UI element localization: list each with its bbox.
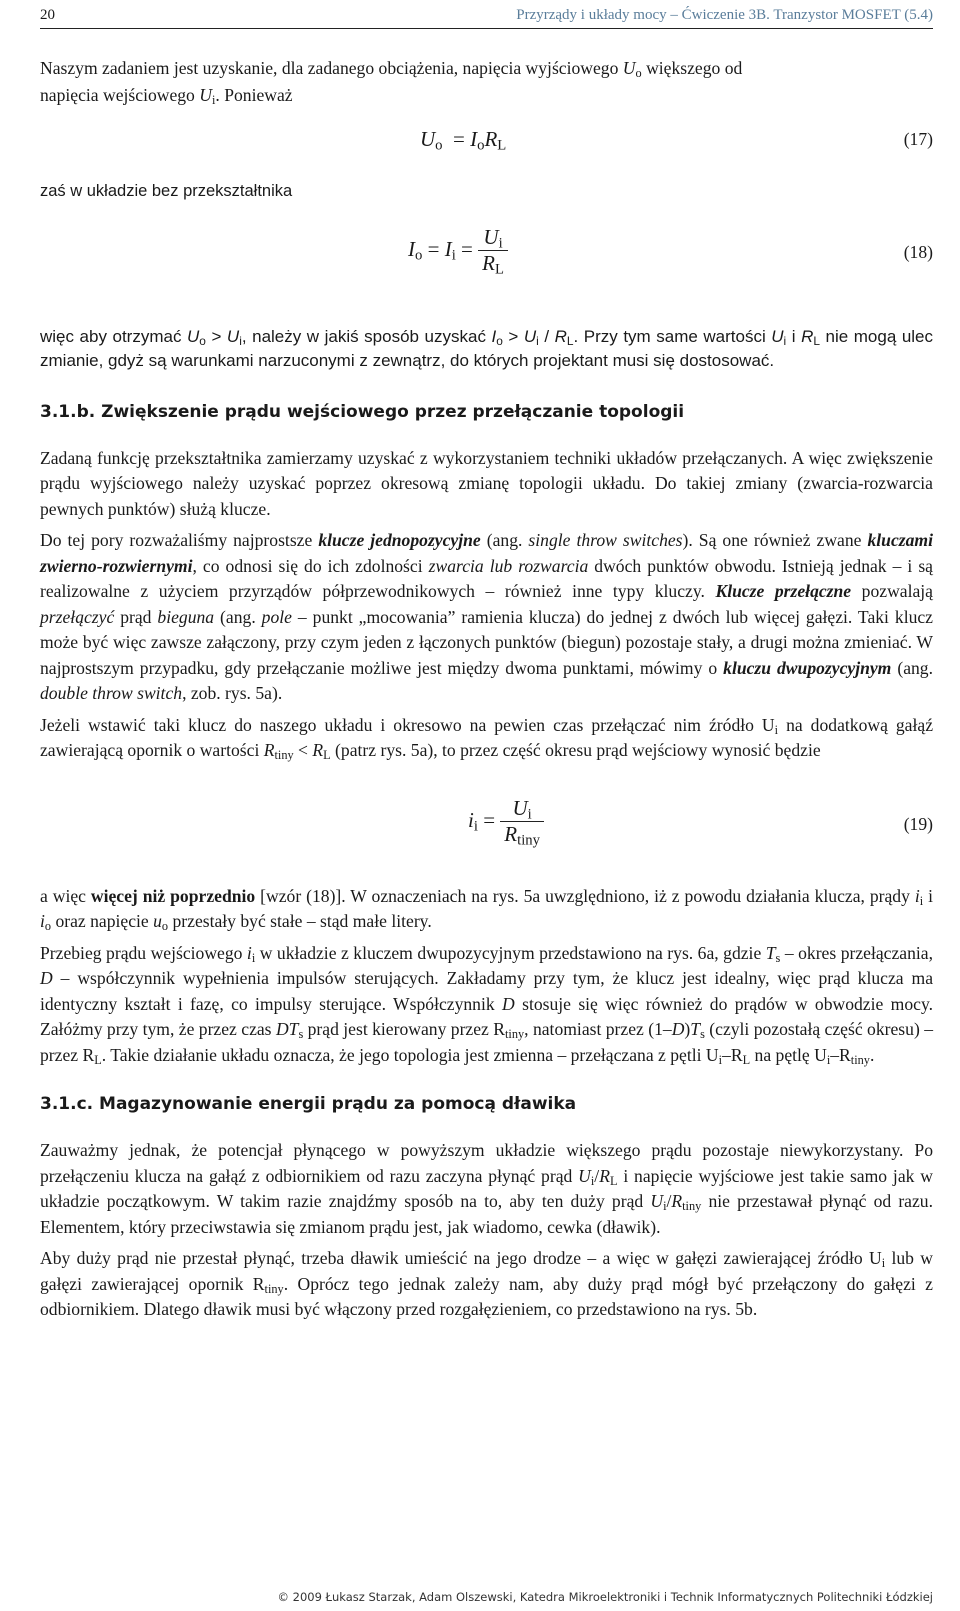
- intro-paragraph: Naszym zadaniem jest uzyskanie, dla zadanego obciążenia, napięcia wyjściowego $U_o$ większego od napięcia wejściowego $U_i$. Ponieważ: [40, 58, 743, 108]
- equation-19: $i_i$ = $\frac{U_i}{R_{tiny}}$ (19): [468, 795, 933, 849]
- page-header: [40, 4, 933, 29]
- paragraph-6: Zauważmy jednak, że potencjał płynącego w powyższym układzie większego prądu pozostaje niewykorzystany. Po przełączeniu klucza na gałąź z odbiornikiem od razu zaczyna płynąć prąd $U_i/R_L$ i napięcie wyjściowe jest takie samo jak w układzie początkowym. W takim razie znajdźmy sposób na to, aby ten duży prąd $U_i/R_{tiny}$ nie przestawał płynąć od razu. Elementem, który przeciwstawia się zmianom prądu jest, jak wiadomo, cewka (dławik).: [40, 1140, 933, 1237]
- page-content: [40, 55, 933, 1323]
- equation-17: $U_o = I_oR_L$ (17): [420, 127, 933, 154]
- equation-number: (18): [903, 241, 933, 262]
- running-title: Przyrządy i układy mocy – Ćwiczenie 3B. Tranzystor MOSFET (5.4): [516, 7, 933, 23]
- paragraph-5: Przebieg prądu wejściowego $i_i$ w układzie z kluczem dwupozycyjnym przedstawiono na rys. 6a, gdzie $T_s$ – okres przełączania, D – współczynnik wypełnienia impulsów sterujących. Zakładamy przy tym, że klucz jest idealny, więc prąd klucza ma identyczny kształt i fazę, co impulsy sterujące. Współczynnik D stosuje się więc również do prądów w obwodzie mocy. Załóżmy przy tym, że przez czas $DT_s$ prąd jest kierowany przez $R_{tiny}$, natomiast przez $(1-D)T_s$ (czyli pozostałą część okresu) – przez $R_L$. Takie działanie układu oznacza, że jego topologia jest zmienna – przełączana z pętli $U_i-R_L$ na pętlę $U_i-R_{tiny}$.: [40, 942, 934, 1067]
- text-zas: zaś w układzie bez przekształtnika: [40, 182, 293, 200]
- paragraph-1: Zadaną funkcję przekształtnika zamierzamy uzyskać z wykorzystaniem techniki układów przełączanych. A więc zwiększenie prądu wyjściowego należy uzyskać poprzez okresową zmianę topologii układu. Do takiej zmiany (zwarcia-rozwarcia pewnych punktów) służą klucze.: [40, 447, 933, 519]
- paragraph-3: Jeżeli wstawić taki klucz do naszego układu i okresowo na pewien czas przełączać nim źródło $U_i$ na dodatkową gałąź zawierającą opornik o wartości $R_{tiny} < R_L$ (patrz rys. 5a), to przez część okresu prąd wejściowy wynosić będzie: [40, 714, 933, 763]
- equation-number: (19): [903, 813, 933, 834]
- section-heading-c: 3.1.c. Magazynowanie energii prądu za pomocą dławika: [40, 1094, 577, 1114]
- section-heading-b: 3.1.b. Zwiększenie prądu wejściowego przez przełączanie topologii: [40, 401, 685, 422]
- paragraph-7: Aby duży prąd nie przestał płynąć, trzeba dławik umieścić na jego drodze – a więc w gałęzi zawierającej źródło $U_i$ lub w gałęzi zawierającej opornik $R_{tiny}$. Oprócz tego jednak zależy nam, aby duży prąd mógł być przełączony do gałęzi z odbiornikiem. Dlatego dławik musi być włączony przed rozgałęzieniem, co przedstawiono na rys. 5b.: [40, 1248, 934, 1319]
- equation-18: $I_o = I_i$ = $\frac{U_i}{R_L}$ (18): [408, 224, 933, 278]
- paragraph-4: a więc więcej niż poprzednio [wzór (18)]. W oznaczeniach na rys. 5a uwzględniono, iż z powodu działania klucza, prądy $i_i$ i $i_o$ oraz napięcie $u_o$ przestały być stałe – stąd małe litery.: [40, 885, 933, 934]
- paragraph-wiec: więc aby otrzymać $U_o > U_i$, należy w jakiś sposób uzyskać $I_o > U_i / R_L$. Przy tym same wartości $U_i$ i $R_L$ nie mogą ulec zmianie, gdyż są warunkami narzuconymi z zewnątrz, do których projektant musi się dostosować.: [40, 326, 934, 370]
- paragraph-2: Do tej pory rozważaliśmy najprostsze klucze jednopozycyjne (ang. single throw switches). Są one również zwane kluczami zwierno-rozwiernymi, co odnosi się do ich zdolności zwarcia lub rozwarcia dwóch punktów obwodu. Istnieją jednak – i są realizowalne z użyciem przyrządów półprzewodnikowych – również inne typy kluczy. Klucze przełączne pozwalają przełączyć prąd bieguna (ang. pole – punkt „mocowania” ramienia klucza) do jednej z dwóch lub więcej gałęzi. Taki klucz może być więc zawsze załączony, przy czym jeden z łączonych punktów (biegun) pozostaje stały, a drugi można zmieniać. W najprostszym przypadku, gdy przełączanie możliwe jest między dwoma punktami, mówimy o kluczu dwupozycyjnym (ang. double throw switch, zob. rys. 5a).: [40, 530, 933, 703]
- equation-number: (17): [903, 129, 933, 149]
- page-number: 20: [40, 7, 55, 23]
- page-footer: © 2009 Łukasz Starzak, Adam Olszewski, Katedra Mikroelektroniki i Technik Informatycznych Politechniki Łódzkiej: [277, 1590, 933, 1604]
